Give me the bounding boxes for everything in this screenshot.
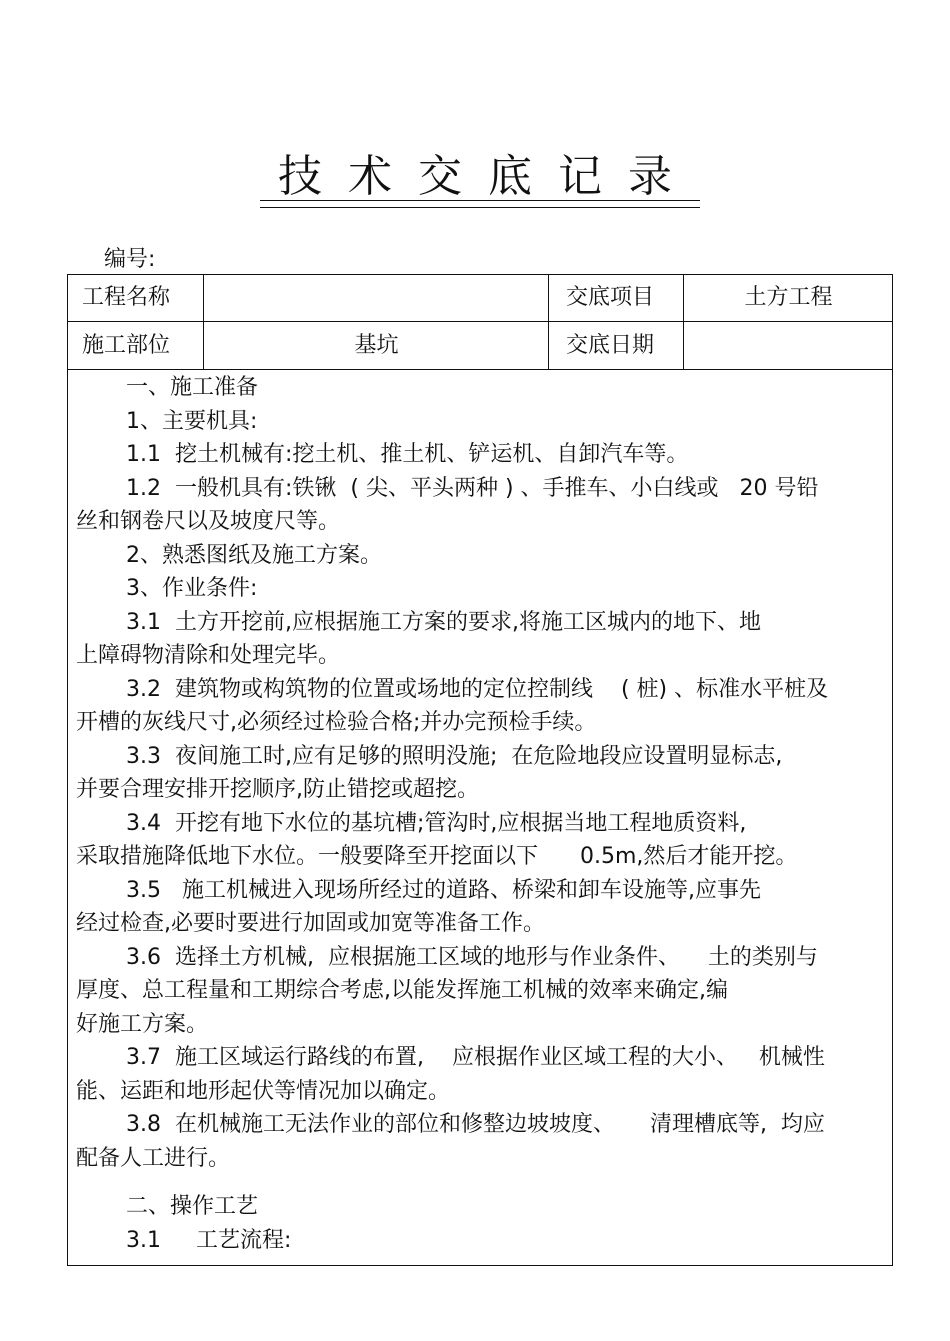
table-header-divider	[68, 369, 892, 370]
document-number-label: 编号:	[104, 247, 156, 272]
section-gap	[76, 1175, 884, 1190]
text-line: 3.6 选择土方机械, 应根据施工区域的地形与作业条件、 土的类别与	[126, 944, 818, 970]
text-line: 3.2 建筑物或构筑物的位置或场地的定位控制线 ( 桩) 、标准水平桩及	[126, 676, 829, 702]
instruction-body	[76, 371, 884, 1257]
text-line: 采取措施降低地下水位。一般要降至开挖面以下 0.5m,然后才能开挖。	[76, 844, 798, 869]
text-line: 3.5 施工机械进入现场所经过的道路、桥梁和卸车设施等,应事先	[126, 877, 761, 903]
text-line: 3.1 土方开挖前,应根据施工方案的要求,将施工区城内的地下、地	[126, 609, 761, 635]
location-value: 基坑	[354, 333, 399, 358]
date-value	[685, 323, 892, 369]
section-heading: 一、施工准备	[126, 375, 259, 400]
title-underline	[260, 200, 700, 201]
table-row-divider	[68, 321, 892, 322]
text-line: 上障碍物清除和处理完毕。	[76, 643, 341, 668]
table-column-divider	[203, 275, 204, 369]
text-line: 2、熟悉图纸及施工方案。	[126, 542, 382, 568]
project-name-label: 工程名称	[82, 285, 171, 310]
item-label: 交底项目	[566, 285, 655, 310]
text-line: 3、作业条件:	[126, 576, 258, 601]
text-line: 经过检查,必要时要进行加固或加宽等准备工作。	[76, 911, 545, 936]
text-line: 能、运距和地形起伏等情况加以确定。	[76, 1078, 451, 1104]
text-line: 3.7 施工区域运行路线的布置, 应根据作业区域工程的大小、 机械性	[126, 1045, 825, 1070]
text-line: 3.1 工艺流程:	[126, 1227, 292, 1253]
table-column-divider	[548, 275, 549, 369]
text-line: 3.8 在机械施工无法作业的部位和修整边坡坡度、 清理槽底等, 均应	[126, 1112, 825, 1137]
text-line: 开槽的灰线尺寸,必须经过检验合格;并办完预检手续。	[76, 710, 597, 735]
text-line: 好施工方案。	[76, 1011, 209, 1037]
location-label: 施工部位	[82, 333, 171, 358]
text-line: 1.2 一般机具有:铁锹 ( 尖、平头两种 ) 、手推车、小白线或 20 号铅	[126, 475, 819, 501]
text-line: 1、主要机具:	[126, 408, 258, 434]
item-value: 土方工程	[744, 285, 833, 310]
document-title: 技术交底记录	[278, 151, 698, 202]
title-underline-second	[260, 207, 700, 208]
text-line: 3.3 夜间施工时,应有足够的照明没施; 在危险地段应设置明显标志,	[126, 743, 783, 769]
text-line: 厚度、总工程量和工期综合考虑,以能发挥施工机械的效率来确定,编	[76, 978, 728, 1003]
project-name-value	[205, 275, 548, 321]
text-line: 配备人工进行。	[76, 1145, 231, 1171]
text-line: 3.4 开挖有地下水位的基坑槽;管沟时,应根据当地工程地质资料,	[126, 810, 747, 836]
text-line: 丝和钢卷尺以及坡度尺等。	[76, 509, 341, 534]
record-table	[67, 274, 893, 1266]
date-label: 交底日期	[566, 333, 655, 358]
text-line: 1.1 挖土机械有:挖土机、推土机、铲运机、自卸汽车等。	[126, 442, 689, 467]
text-line: 并要合理安排开挖顺序,防止错挖或超挖。	[76, 777, 479, 802]
section-heading: 二、操作工艺	[126, 1194, 259, 1219]
table-column-divider	[683, 275, 684, 369]
